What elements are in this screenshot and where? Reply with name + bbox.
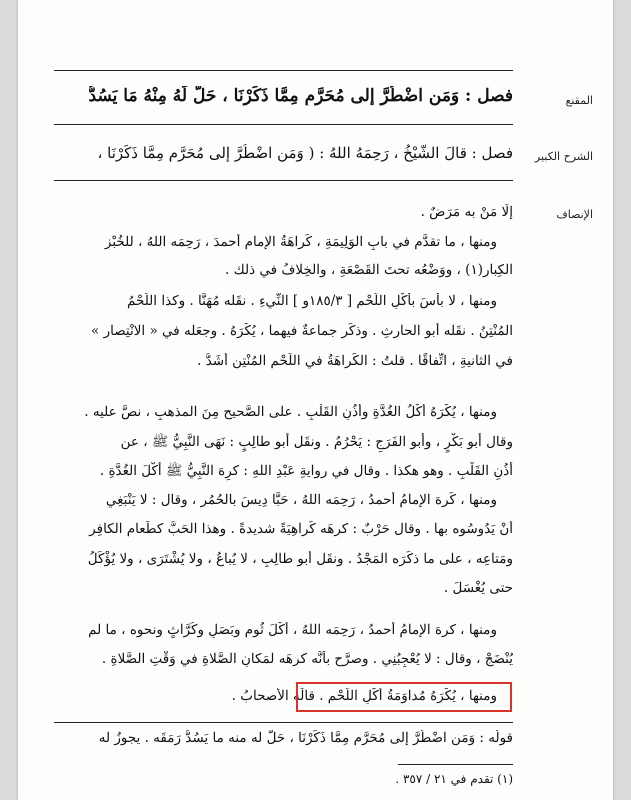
highlighted-text-line: ومنها ، يُكْرَهُ مُداوَمَةُ أكْلِ اللَّحْمِ . قالَه الأصحابُ . [231, 688, 497, 704]
text-line: الكِبارِ(١) ، ووَضْعُه تحتَ القَصْعَةِ ، والخِلافُ في ذلك . [225, 262, 513, 278]
text-line: في الثانيةِ ، اتِّفاقًا . قلتُ : الكَراهَةُ في اللَّحْمِ المُنْتِنِ أشَدُّ . [197, 353, 513, 369]
section-label-sharh: الشرح الكبير [534, 150, 593, 163]
section-label-muqni: المقنع [565, 94, 593, 107]
footnote-rule [398, 764, 513, 765]
text-line: أنْ يَدُوسُوه بها . وقال حَرْبٌ : كرِهَه كَراهِيَةً شديدةً . وهذا الحَبُّ كطَعامِ الكافِرِ [89, 521, 513, 537]
muqni-heading: فصل : وَمَن اضْطُرَّ إلى مُحَرَّمٍ مِمَّا ذَكَرْنَا ، حَلَّ لَهُ مِنْهُ مَا يَسُدُّ [88, 86, 513, 106]
top-rule [54, 70, 513, 71]
highlight-box [296, 682, 512, 712]
divider-rule-3 [54, 722, 513, 723]
sharh-heading: فصل : قالَ الشَّيْخُ ، رَحِمَهُ اللهُ : ( وَمَن اضْطُرَّ إلى مُحَرَّمٍ مِمَّا ذَكَرْنَا ، [97, 144, 513, 162]
divider-rule-2 [54, 180, 513, 181]
text-line: قولُه : وَمَن اضْطُرَّ إلى مُحَرَّمٍ مِمَّا ذَكَرْنَا ، حَلَّ له منه ما يَسُدُّ رَمَقَه . يجوزُ له [98, 730, 513, 746]
text-line: المُنْتِنُ . نقَله أبو الحارثِ . وذكَر جماعةٌ فيهما ، يُكْرَهُ . وجعَله في « الانْتِصارِ » [91, 323, 513, 339]
text-line: ومنها ، ما تقدَّم في بابِ الوَلِيمَةِ ، كَراهَةُ الإمامِ أحمدَ ، رَحِمَه اللهُ ، للخُبْزِ [104, 234, 497, 250]
text-line: ومَتاعِه ، على ما ذكَرَه المَجْدُ . ونقَل أبو طالِبٍ ، لا يُباعُ ، ولا يُشْتَرَى ، ولا يُؤْكَلُ [87, 551, 513, 567]
text-line: ومنها ، كرِهَ الإمامُ أحمدُ ، رَحِمَه اللهُ ، أكْلَ ثُومٍ وبَصَلٍ وكُرَّاثٍ ونحوِه ، ما لم [88, 622, 497, 638]
footnote: (١) تقدم في ٢١ / ٣٥٧ . [395, 772, 513, 786]
text-line: إلَّا مَنْ به مَرَضٌ . [420, 204, 513, 220]
text-line: يُنْضَجْ ، وقال : لا يُعْجِبُنِي . وصرَّح بأنَّه كرِهَه لمَكانِ الصَّلاةِ في وَقْتِ الصَّلاةِ . [101, 651, 513, 667]
text-line: ومنها ، لا بأْسَ بأكْلِ اللَّحْمِ [ ١٨٥/٣و ] النِّيءِ . نقَله مُهَنَّا . وكذا اللَّحْمُ [127, 293, 497, 309]
text-line: وقال أبو بَكْرٍ ، وأبو الفَرَجِ : يَحْرُمُ . ونقَل أبو طالِبٍ : نَهَى النَّبِيُّ ﷺ ، عن [120, 434, 513, 450]
text-line: ومنها ، كَرِهَ الإمامُ أحمدُ ، رَحِمَه اللهُ ، حَبًّا دِيسَ بالحُمُرِ ، وقال : لا يَنْبَغِي [105, 492, 497, 508]
text-line: أُذُنِ القَلْبِ . وهو هكذا . وقال في روايةِ عَبْدِ اللهِ : كرِهَ النَّبِيُّ ﷺ أكْلَ الغُدَّةِ . [99, 463, 513, 479]
divider-rule-1 [54, 124, 513, 125]
book-page [18, 0, 613, 800]
text-line: ومنها ، يُكْرَهُ أكْلُ الغُدَّةِ وأُذُنِ القَلْبِ . على الصَّحيحِ مِنَ المذهبِ ، نصَّ عليه . [84, 404, 497, 420]
text-line: حتى يُغْسَلَ . [443, 580, 513, 596]
section-label-insaf: الإنصاف [556, 208, 593, 221]
